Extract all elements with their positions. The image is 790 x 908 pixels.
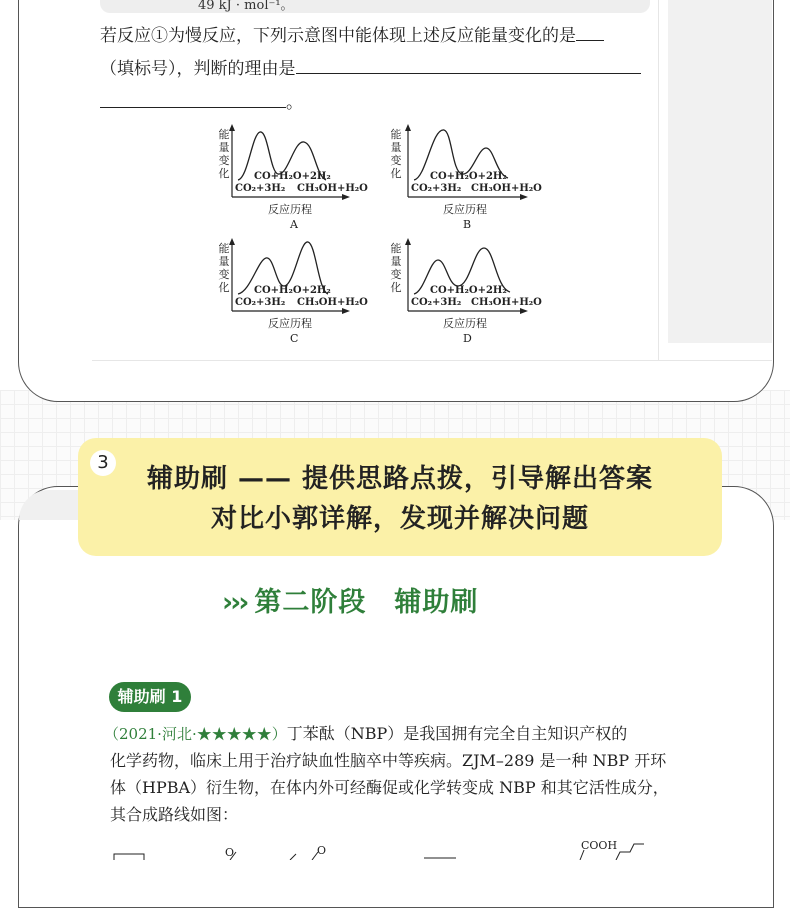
product-label: CH₃OH+H₂O — [471, 183, 542, 194]
question-text-1: 若反应①为慢反应，下列示意图中能体现上述反应能量变化的是 — [100, 26, 576, 46]
option-label-c: C — [290, 332, 299, 345]
energy-diagram-d — [390, 238, 550, 348]
mid-state-label: CO+H₂O+2H₂ — [430, 285, 507, 296]
question-text-2: （填标号），判断的理由是 — [100, 59, 296, 79]
problem-line-1 — [104, 720, 627, 748]
diagram-x-label: 反应历程 — [443, 203, 487, 216]
question-period: 。 — [286, 93, 303, 113]
product-label: CH₃OH+H₂O — [297, 297, 368, 308]
side-note-panel — [668, 0, 772, 343]
question-line-3 — [100, 87, 303, 120]
diagram-y-label: 能量变化 — [218, 128, 230, 180]
reactant-label: CO₂+3H₂ — [411, 297, 462, 308]
stage-title-text: 第二阶段 辅助刷 — [254, 587, 479, 618]
option-label-d: D — [463, 332, 472, 345]
reactant-label: CO₂+3H₂ — [235, 297, 286, 308]
row-divider — [92, 360, 772, 361]
column-divider — [658, 0, 659, 360]
previous-answer-text: 49 kJ · mol⁻¹。 — [198, 0, 294, 13]
stage-heading — [222, 580, 478, 619]
problem-source: （2021·河北·★★★★★） — [104, 725, 287, 743]
answer-blank-1[interactable] — [576, 20, 604, 41]
product-label: CH₃OH+H₂O — [471, 297, 542, 308]
banner-line-2: 对比小郭详解，发现并解决问题 — [210, 504, 589, 534]
energy-diagram-c — [218, 238, 378, 348]
option-label-a: A — [290, 218, 298, 231]
mid-state-label: CO+H₂O+2H₂ — [430, 171, 507, 182]
synthesis-route-structures — [100, 838, 660, 860]
diagram-y-label: 能量变化 — [390, 128, 402, 180]
product-label: CH₃OH+H₂O — [297, 183, 368, 194]
energy-diagram-b — [390, 124, 550, 234]
carboxyl-label: COOH — [581, 839, 618, 852]
question-line-2 — [100, 53, 641, 86]
oxygen-label-1: O — [225, 846, 235, 859]
energy-diagram-a — [218, 124, 378, 234]
diagram-y-label: 能量变化 — [390, 242, 402, 294]
diagram-y-label: 能量变化 — [218, 242, 230, 294]
banner-line-1: 辅助刷 —— 提供思路点拨，引导解出答案 — [146, 464, 654, 494]
oxygen-label-2: O — [317, 844, 327, 857]
problem-line-3: 体（HPBA）衍生物，在体内外可经酶促或化学转变成 NBP 和其它活性成分， — [110, 778, 669, 797]
mid-state-label: CO+H₂O+2H₂ — [254, 171, 331, 182]
diagram-x-label: 反应历程 — [268, 203, 312, 216]
diagram-x-label: 反应历程 — [443, 317, 487, 330]
chevron-icon: ››› — [222, 587, 247, 618]
problem-text-1: 丁苯酞（NBP）是我国拥有完全自主知识产权的 — [286, 724, 628, 743]
problem-tag: 辅助刷 1 — [109, 682, 191, 712]
problem-line-2: 化学药物，临床上用于治疗缺血性脑卒中等疾病。ZJM–289 是一种 NBP 开环 — [110, 751, 667, 770]
reason-blank-1[interactable] — [296, 53, 641, 74]
problem-line-4: 其合成路线如图： — [110, 805, 239, 824]
section-banner — [78, 438, 722, 556]
question-line-1 — [100, 20, 604, 53]
mid-state-label: CO+H₂O+2H₂ — [254, 285, 331, 296]
option-label-b: B — [463, 218, 472, 231]
previous-answer-strip — [100, 0, 650, 13]
reason-blank-2[interactable] — [100, 87, 286, 108]
reactant-label: CO₂+3H₂ — [411, 183, 462, 194]
reactant-label: CO₂+3H₂ — [235, 183, 286, 194]
section-number: 3 — [90, 450, 116, 476]
diagram-x-label: 反应历程 — [268, 317, 312, 330]
